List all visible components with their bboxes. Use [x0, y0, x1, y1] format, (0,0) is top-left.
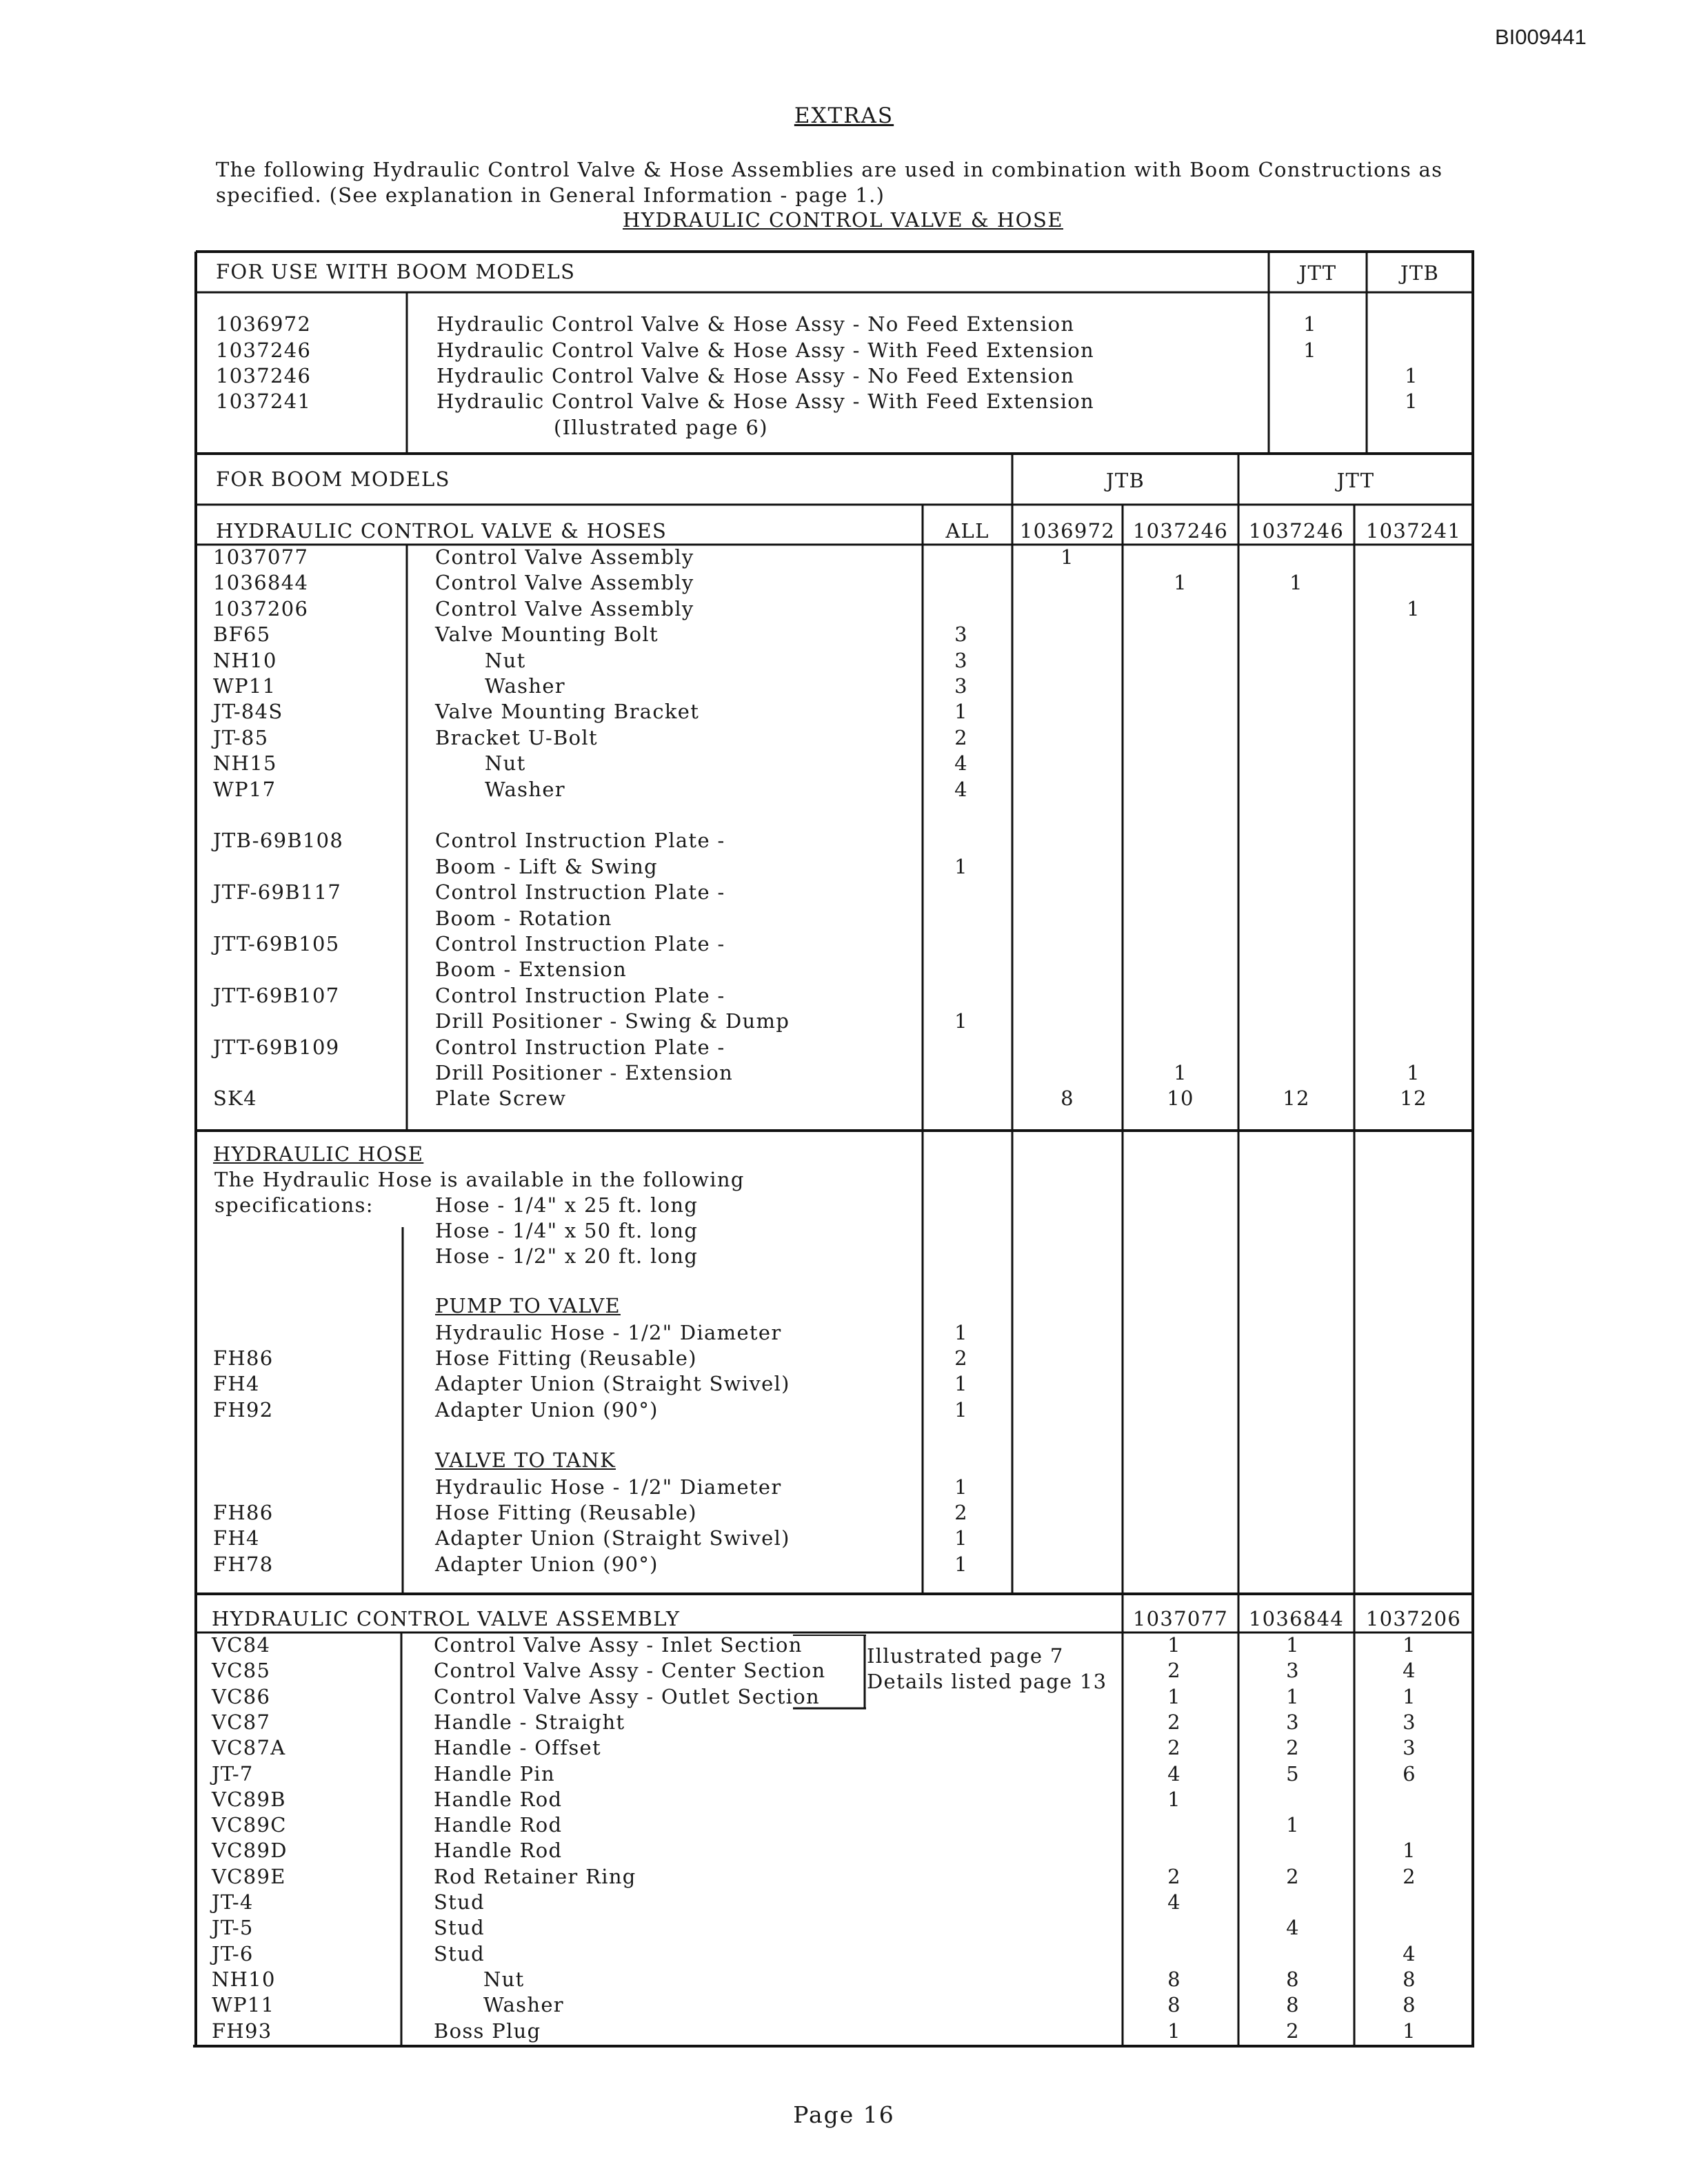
callout-line: Details listed page 13 — [867, 1670, 1107, 1693]
part-number: FH4 — [213, 1372, 260, 1395]
boom-table-note: (Illustrated page 6) — [554, 416, 768, 439]
part-number: 1037246 — [216, 364, 312, 387]
qty-model: 8 — [1403, 1993, 1416, 2016]
part-number: VC86 — [212, 1685, 271, 1708]
assembly-callout — [867, 1644, 1107, 1695]
part-description: Stud — [434, 1942, 485, 1965]
col-all: ALL — [945, 519, 989, 543]
qty-model: 1 — [1167, 2019, 1181, 2043]
qty-model: 3 — [1403, 1710, 1416, 1734]
qty-model: 6 — [1403, 1762, 1416, 1786]
hose-spec: Hose - 1/4" x 25 ft. long — [435, 1193, 699, 1217]
part-description: Adapter Union (Straight Swivel) — [435, 1526, 790, 1550]
boom-table-header: FOR USE WITH BOOM MODELS — [216, 260, 576, 283]
qty-model: 3 — [1403, 1736, 1416, 1759]
qty-model: 8 — [1167, 1993, 1181, 2016]
qty-all: 3 — [954, 649, 968, 672]
part-description: Bracket U-Bolt — [435, 726, 598, 749]
part-description: Handle Pin — [434, 1762, 555, 1786]
part-description: Hydraulic Control Valve & Hose Assy - No Feed Extension — [436, 364, 1075, 387]
qty-all: 1 — [954, 855, 968, 878]
part-description: Washer — [485, 778, 565, 801]
qty-model: 3 — [1286, 1659, 1300, 1682]
qty-model: 1 — [1061, 545, 1074, 569]
qty-all: 4 — [954, 778, 968, 801]
qty-model: 1 — [1403, 1839, 1416, 1862]
qty-model: 10 — [1167, 1086, 1194, 1110]
part-number: VC89B — [212, 1788, 286, 1811]
part-description: Control Valve Assembly — [435, 571, 694, 594]
part-description: Hydraulic Hose - 1/2" Diameter — [435, 1321, 782, 1344]
qty-model: 4 — [1286, 1916, 1300, 1939]
qty-all: 3 — [954, 674, 968, 698]
qty-model: 4 — [1403, 1942, 1416, 1965]
part-description: Stud — [434, 1890, 485, 1914]
qty-model: 1 — [1403, 1633, 1416, 1657]
part-description: Adapter Union (Straight Swivel) — [435, 1372, 790, 1395]
qty-model: 8 — [1286, 1993, 1300, 2016]
qty-model: 4 — [1167, 1890, 1181, 1914]
qty-model: 2 — [1286, 1865, 1300, 1888]
qty-model: 2 — [1167, 1659, 1181, 1682]
qty-model: 4 — [1167, 1762, 1181, 1786]
models-table-header: FOR BOOM MODELS — [216, 467, 450, 491]
qty-model: 12 — [1400, 1086, 1427, 1110]
qty-jtb: 1 — [1405, 364, 1418, 387]
part-number: VC87 — [212, 1710, 271, 1734]
part-description: Stud — [434, 1916, 485, 1939]
models-group-jtb: JTB — [1105, 469, 1145, 492]
part-description: Drill Positioner - Extension — [435, 1061, 734, 1084]
part-description: Boss Plug — [434, 2019, 541, 2043]
part-description: Hose Fitting (Reusable) — [435, 1346, 697, 1370]
qty-model: 1 — [1289, 571, 1303, 594]
part-number: 1037246 — [216, 338, 312, 362]
qty-model: 2 — [1167, 1710, 1181, 1734]
part-description: Rod Retainer Ring — [434, 1865, 636, 1888]
part-number: NH15 — [213, 751, 277, 775]
qty-model: 1 — [1407, 597, 1420, 620]
part-description: Boom - Rotation — [435, 907, 612, 930]
qty-all: 1 — [954, 1009, 968, 1033]
qty-model: 1 — [1167, 1633, 1181, 1657]
assembly-col-head: 1037206 — [1365, 1607, 1462, 1630]
part-number: NH10 — [212, 1968, 276, 1991]
qty-model: 1 — [1167, 1685, 1181, 1708]
col-head: 1037246 — [1248, 519, 1345, 543]
part-number: NH10 — [213, 649, 277, 672]
part-number: 1037206 — [213, 597, 309, 620]
qty-all: 1 — [954, 1372, 968, 1395]
part-number: WP11 — [212, 1993, 275, 2016]
part-description: Control Valve Assembly — [435, 597, 694, 620]
part-description: Washer — [485, 674, 565, 698]
part-description: Valve Mounting Bolt — [435, 623, 659, 646]
assembly-title: HYDRAULIC CONTROL VALVE ASSEMBLY — [212, 1607, 681, 1630]
intro-paragraph: The following Hydraulic Control Valve & Hose Assemblies are used in combination with Boom Constructions as specified. (See explanation in General Information - page 1.) — [216, 158, 1443, 207]
qty-model: 8 — [1167, 1968, 1181, 1991]
col-head: 1037241 — [1365, 519, 1462, 543]
qty-jtb: 1 — [1405, 390, 1418, 413]
part-description: Boom - Lift & Swing — [435, 855, 659, 878]
part-description: Plate Screw — [435, 1086, 567, 1110]
part-number: JT-4 — [212, 1890, 254, 1914]
part-description: Handle Rod — [434, 1788, 563, 1811]
qty-model: 1 — [1286, 1813, 1300, 1837]
part-number: 1036844 — [213, 571, 309, 594]
part-number: JT-85 — [213, 726, 269, 749]
part-description: Control Valve Assy - Center Section — [434, 1659, 826, 1682]
hose-spec-label: specifications: — [214, 1193, 374, 1217]
part-description: Valve Mounting Bracket — [435, 700, 700, 723]
part-description: Control Valve Assembly — [435, 545, 694, 569]
qty-model: 1 — [1407, 1061, 1420, 1084]
section-subtitle: HYDRAULIC CONTROL VALVE & HOSE — [623, 208, 1063, 232]
qty-model: 4 — [1403, 1659, 1416, 1682]
qty-model: 5 — [1286, 1762, 1300, 1786]
qty-all: 1 — [954, 1526, 968, 1550]
part-number: VC89D — [212, 1839, 288, 1862]
qty-model: 8 — [1403, 1968, 1416, 1991]
col-head: 1036972 — [1019, 519, 1116, 543]
part-description: Handle Rod — [434, 1839, 563, 1862]
part-number: WP11 — [213, 674, 277, 698]
hose-section-text: The Hydraulic Hose is available in the following — [214, 1168, 745, 1191]
part-description: Boom - Extension — [435, 958, 627, 981]
part-description: Control Valve Assy - Inlet Section — [434, 1633, 803, 1657]
part-description: Nut — [483, 1968, 525, 1991]
part-description: Control Instruction Plate - — [435, 1035, 725, 1059]
part-number: FH86 — [213, 1346, 274, 1370]
part-description: Handle - Offset — [434, 1736, 601, 1759]
part-description: Hydraulic Control Valve & Hose Assy - With Feed Extension — [436, 390, 1095, 413]
qty-model: 1 — [1174, 571, 1187, 594]
qty-model: 2 — [1167, 1736, 1181, 1759]
qty-model: 2 — [1286, 1736, 1300, 1759]
qty-model: 2 — [1403, 1865, 1416, 1888]
qty-model: 3 — [1286, 1710, 1300, 1734]
qty-all: 1 — [954, 700, 968, 723]
part-description: Hose Fitting (Reusable) — [435, 1501, 697, 1524]
part-number: JT-5 — [212, 1916, 254, 1939]
qty-all: 4 — [954, 751, 968, 775]
part-description: Nut — [485, 649, 526, 672]
hose-group-title: VALVE TO TANK — [435, 1448, 616, 1472]
part-number: JTB-69B108 — [213, 829, 344, 852]
part-description: Hydraulic Control Valve & Hose Assy - With Feed Extension — [436, 338, 1095, 362]
qty-all: 2 — [954, 1501, 968, 1524]
part-number: FH93 — [212, 2019, 272, 2043]
qty-all: 1 — [954, 1553, 968, 1576]
part-description: Drill Positioner - Swing & Dump — [435, 1009, 790, 1033]
qty-model: 2 — [1167, 1865, 1181, 1888]
part-number: JTT-69B107 — [213, 984, 340, 1007]
part-description: Handle Rod — [434, 1813, 563, 1837]
part-number: JTT-69B105 — [213, 932, 340, 956]
hose-section-title: HYDRAULIC HOSE — [213, 1142, 424, 1166]
part-description: Adapter Union (90°) — [435, 1553, 659, 1576]
models-section-title: HYDRAULIC CONTROL VALVE & HOSES — [216, 519, 667, 543]
part-number: VC89E — [212, 1865, 286, 1888]
part-number: VC85 — [212, 1659, 271, 1682]
qty-model: 12 — [1283, 1086, 1310, 1110]
part-description: Control Instruction Plate - — [435, 984, 725, 1007]
qty-all: 1 — [954, 1398, 968, 1422]
part-description: Control Instruction Plate - — [435, 880, 725, 904]
part-number: FH4 — [213, 1526, 260, 1550]
hose-group-title: PUMP TO VALVE — [435, 1294, 621, 1317]
boom-table-col-jtb: JTB — [1400, 261, 1440, 285]
part-number: BF65 — [213, 623, 271, 646]
qty-jtt: 1 — [1303, 312, 1317, 336]
hose-spec: Hose - 1/4" x 50 ft. long — [435, 1219, 699, 1242]
part-number: FH78 — [213, 1553, 274, 1576]
boom-table-col-jtt: JTT — [1298, 261, 1337, 285]
qty-model: 1 — [1286, 1633, 1300, 1657]
hose-spec: Hose - 1/2" x 20 ft. long — [435, 1244, 699, 1268]
qty-all: 3 — [954, 623, 968, 646]
part-description: Washer — [483, 1993, 564, 2016]
part-description: Hydraulic Control Valve & Hose Assy - No Feed Extension — [436, 312, 1075, 336]
part-number: JTF-69B117 — [213, 880, 342, 904]
part-number: VC89C — [212, 1813, 287, 1837]
part-number: JTT-69B109 — [213, 1035, 340, 1059]
col-head: 1037246 — [1132, 519, 1229, 543]
part-description: Control Valve Assy - Outlet Section — [434, 1685, 820, 1708]
qty-model: 8 — [1286, 1968, 1300, 1991]
models-group-jtt: JTT — [1336, 469, 1375, 492]
part-number: SK4 — [213, 1086, 257, 1110]
part-number: FH86 — [213, 1501, 274, 1524]
qty-all: 2 — [954, 726, 968, 749]
part-description: Control Instruction Plate - — [435, 932, 725, 956]
qty-model: 1 — [1174, 1061, 1187, 1084]
part-number: WP17 — [213, 778, 277, 801]
part-number: JT-84S — [213, 700, 283, 723]
qty-model: 8 — [1061, 1086, 1074, 1110]
page-title: EXTRAS — [794, 103, 894, 128]
qty-model: 2 — [1286, 2019, 1300, 2043]
part-number: JT-6 — [212, 1942, 254, 1965]
part-number: 1037241 — [216, 390, 312, 413]
part-number: 1037077 — [213, 545, 309, 569]
part-description: Adapter Union (90°) — [435, 1398, 659, 1422]
part-number: VC87A — [212, 1736, 286, 1759]
assembly-col-head: 1036844 — [1248, 1607, 1345, 1630]
qty-model: 1 — [1403, 1685, 1416, 1708]
qty-model: 1 — [1286, 1685, 1300, 1708]
assembly-col-head: 1037077 — [1132, 1607, 1229, 1630]
part-number: VC84 — [212, 1633, 271, 1657]
qty-jtt: 1 — [1303, 338, 1317, 362]
part-description: Hydraulic Hose - 1/2" Diameter — [435, 1475, 782, 1499]
part-description: Nut — [485, 751, 526, 775]
part-number: FH92 — [213, 1398, 274, 1422]
part-description: Handle - Straight — [434, 1710, 625, 1734]
qty-all: 1 — [954, 1475, 968, 1499]
qty-all: 1 — [954, 1321, 968, 1344]
qty-model: 1 — [1167, 1788, 1181, 1811]
page-number: Page 16 — [793, 2101, 895, 2128]
document-id: BI009441 — [1495, 25, 1587, 49]
qty-all: 2 — [954, 1346, 968, 1370]
part-description: Control Instruction Plate - — [435, 829, 725, 852]
callout-line: Illustrated page 7 — [867, 1644, 1064, 1668]
part-number: 1036972 — [216, 312, 312, 336]
qty-model: 1 — [1403, 2019, 1416, 2043]
part-number: JT-7 — [212, 1762, 254, 1786]
